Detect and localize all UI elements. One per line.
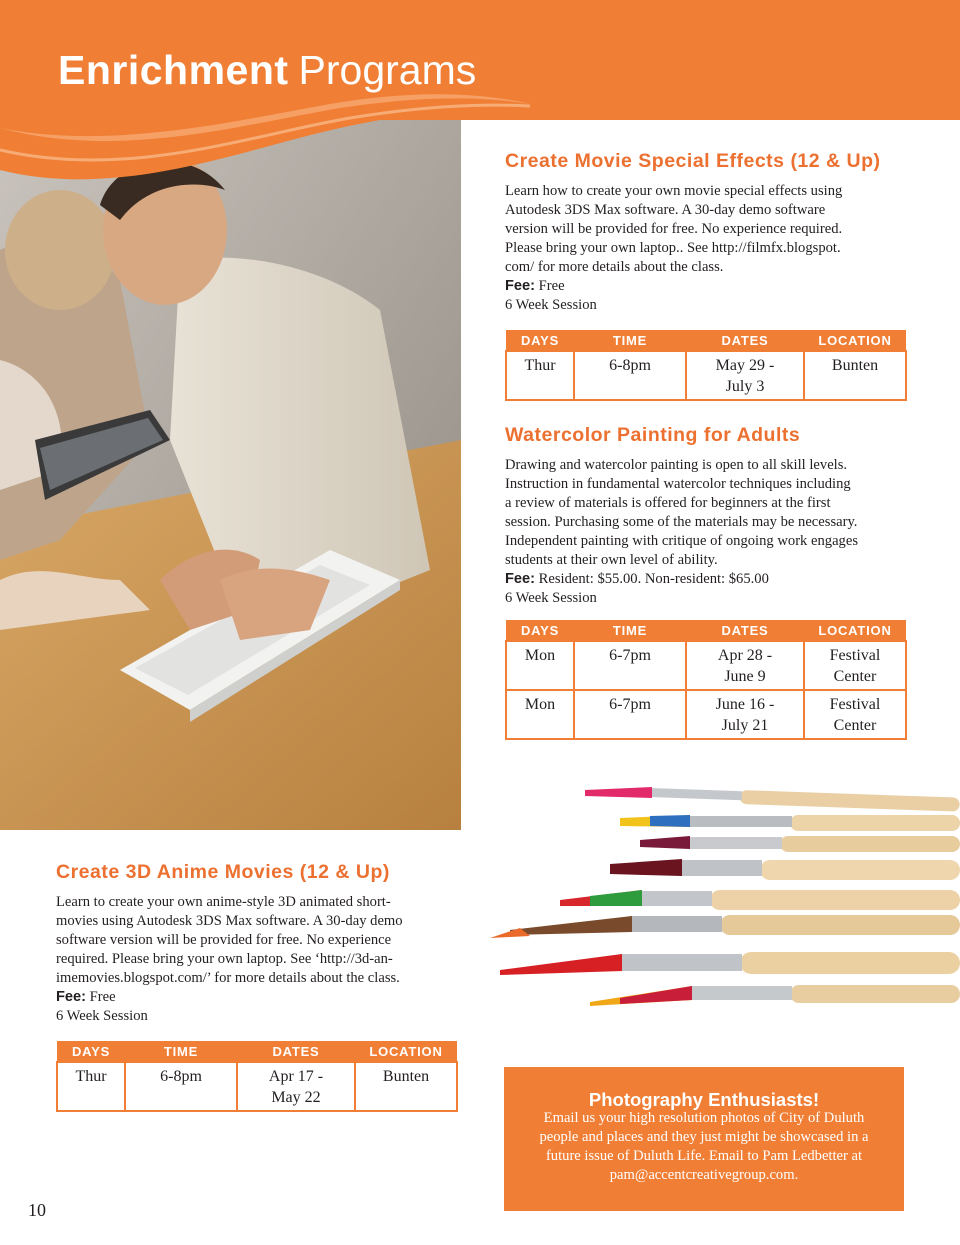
description-line: Instruction in fundamental watercolor techniques including	[505, 476, 851, 492]
dates-start: June 16 -	[715, 696, 775, 713]
cell-dates	[686, 351, 804, 400]
schedule-row	[506, 351, 906, 400]
promo-email: pam@accentcreativegroup.com.	[609, 1167, 799, 1183]
cell-location	[804, 690, 906, 739]
paint-brushes-photo	[490, 770, 960, 1050]
cell-days: Thur	[57, 1062, 125, 1111]
dates-end: July 3	[725, 378, 765, 395]
promo-title: Photography Enthusiasts!	[588, 1089, 820, 1110]
header-location: LOCATION	[355, 1041, 457, 1062]
cell-time: 6-8pm	[574, 351, 686, 400]
program-description	[505, 182, 925, 315]
description-line: software version will be provided for free. No experience	[56, 932, 392, 948]
description-line: movies using Autodesk 3DS Max software. A 30-day demo	[56, 913, 403, 929]
schedule-table-watercolor	[505, 620, 907, 740]
brush	[590, 985, 960, 1006]
brush	[500, 952, 960, 975]
session-length: 6 Week Session	[505, 590, 597, 606]
description-line: Learn to create your own anime-style 3D animated short-	[56, 894, 391, 910]
description-line: a review of materials is offered for beginners at the first	[505, 495, 831, 511]
cell-dates	[237, 1062, 355, 1111]
page-title-bold: Enrichment	[58, 47, 289, 93]
description-line: Drawing and watercolor painting is open to all skill levels.	[505, 457, 848, 473]
dates-start: May 29 -	[715, 357, 775, 374]
program-description	[56, 893, 476, 1026]
schedule-table-movie-effects	[505, 330, 907, 401]
program-watercolor	[505, 422, 925, 608]
dates-end: June 9	[724, 668, 766, 685]
students-laptop-photo	[0, 110, 461, 830]
header-time: TIME	[574, 330, 686, 351]
description-line: Independent painting with critique of ongoing work engages	[505, 533, 859, 549]
schedule-row	[57, 1062, 457, 1111]
schedule-row	[506, 641, 906, 690]
brush	[585, 787, 960, 812]
location-name: Bunten	[382, 1068, 430, 1085]
schedule-header-row	[506, 620, 906, 641]
cell-days: Mon	[506, 641, 574, 690]
promo-line: Email us your high resolution photos of City of Duluth	[543, 1110, 865, 1126]
brush	[640, 836, 960, 852]
session-length: 6 Week Session	[505, 297, 597, 313]
header-dates: DATES	[237, 1041, 355, 1062]
description-line: version will be provided for free. No experience required.	[505, 221, 843, 237]
photography-promo-box	[504, 1067, 904, 1211]
brush	[620, 815, 960, 831]
dates-end: July 21	[721, 717, 769, 734]
description-line: required. Please bring your own laptop. See ‘http://3d-an-	[56, 951, 393, 967]
header-days: DAYS	[506, 330, 574, 351]
fee-value: Free	[86, 989, 116, 1005]
description-line: Learn how to create your own movie special effects using	[505, 183, 843, 199]
page-title	[58, 46, 476, 94]
header-days: DAYS	[506, 620, 574, 641]
brush	[560, 890, 960, 910]
cell-time: 6-8pm	[125, 1062, 237, 1111]
cell-days: Thur	[506, 351, 574, 400]
page-title-light: Programs	[298, 47, 477, 93]
dates-start: Apr 28 -	[717, 647, 773, 664]
program-3d-anime	[56, 859, 476, 1026]
cell-location	[355, 1062, 457, 1111]
fee-line	[505, 277, 925, 296]
header-location: LOCATION	[804, 620, 906, 641]
program-title: Create Movie Special Effects (12 & Up)	[505, 150, 881, 172]
program-description	[505, 456, 925, 608]
cell-dates	[686, 690, 804, 739]
header-days: DAYS	[57, 1041, 125, 1062]
header-location: LOCATION	[804, 330, 906, 351]
cell-location	[804, 351, 906, 400]
session-length: 6 Week Session	[56, 1008, 148, 1024]
page-number: 10	[28, 1200, 46, 1220]
dates-start: Apr 17 -	[268, 1068, 324, 1085]
cell-time: 6-7pm	[574, 641, 686, 690]
description-line: students at their own level of ability.	[505, 552, 718, 568]
header-dates: DATES	[686, 330, 804, 351]
description-line: Please bring your own laptop.. See http://filmfx.blogspot.	[505, 240, 841, 256]
header-time: TIME	[574, 620, 686, 641]
program-title: Create 3D Anime Movies (12 & Up)	[56, 861, 390, 883]
program-title: Watercolor Painting for Adults	[505, 424, 801, 446]
promo-line: people and places and they just might be showcased in a	[539, 1129, 869, 1145]
header-dates: DATES	[686, 620, 804, 641]
location-name-cont: Center	[833, 668, 877, 685]
description-line: Autodesk 3DS Max software. A 30-day demo software	[505, 202, 826, 218]
description-line: imemovies.blogspot.com/’ for more details about the class.	[56, 970, 400, 986]
fee-label: Fee:	[505, 278, 536, 294]
location-name-cont: Center	[833, 717, 877, 734]
location-name: Festival	[829, 696, 881, 713]
cell-location	[804, 641, 906, 690]
fee-label: Fee:	[505, 571, 536, 587]
cell-dates	[686, 641, 804, 690]
fee-line	[505, 570, 925, 589]
location-name: Festival	[829, 647, 881, 664]
fee-label: Fee:	[56, 989, 87, 1005]
fee-line	[56, 988, 476, 1007]
fee-value: Free	[535, 278, 565, 294]
fee-value: Resident: $55.00. Non-resident: $65.00	[535, 571, 769, 587]
cell-time: 6-7pm	[574, 690, 686, 739]
brush	[490, 915, 960, 938]
schedule-header-row	[506, 330, 906, 351]
promo-line: future issue of Duluth Life. Email to Pam Ledbetter at	[545, 1148, 863, 1164]
location-name: Bunten	[831, 357, 879, 374]
schedule-header-row	[57, 1041, 457, 1062]
promo-body	[504, 1109, 904, 1185]
cell-days: Mon	[506, 690, 574, 739]
brush	[610, 859, 960, 880]
description-line: session. Purchasing some of the materials may be necessary.	[505, 514, 858, 530]
dates-end: May 22	[271, 1089, 321, 1106]
schedule-row	[506, 690, 906, 739]
header-time: TIME	[125, 1041, 237, 1062]
description-line: com/ for more details about the class.	[505, 259, 724, 275]
schedule-table-3d-anime	[56, 1041, 458, 1112]
program-movie-effects	[505, 148, 925, 315]
